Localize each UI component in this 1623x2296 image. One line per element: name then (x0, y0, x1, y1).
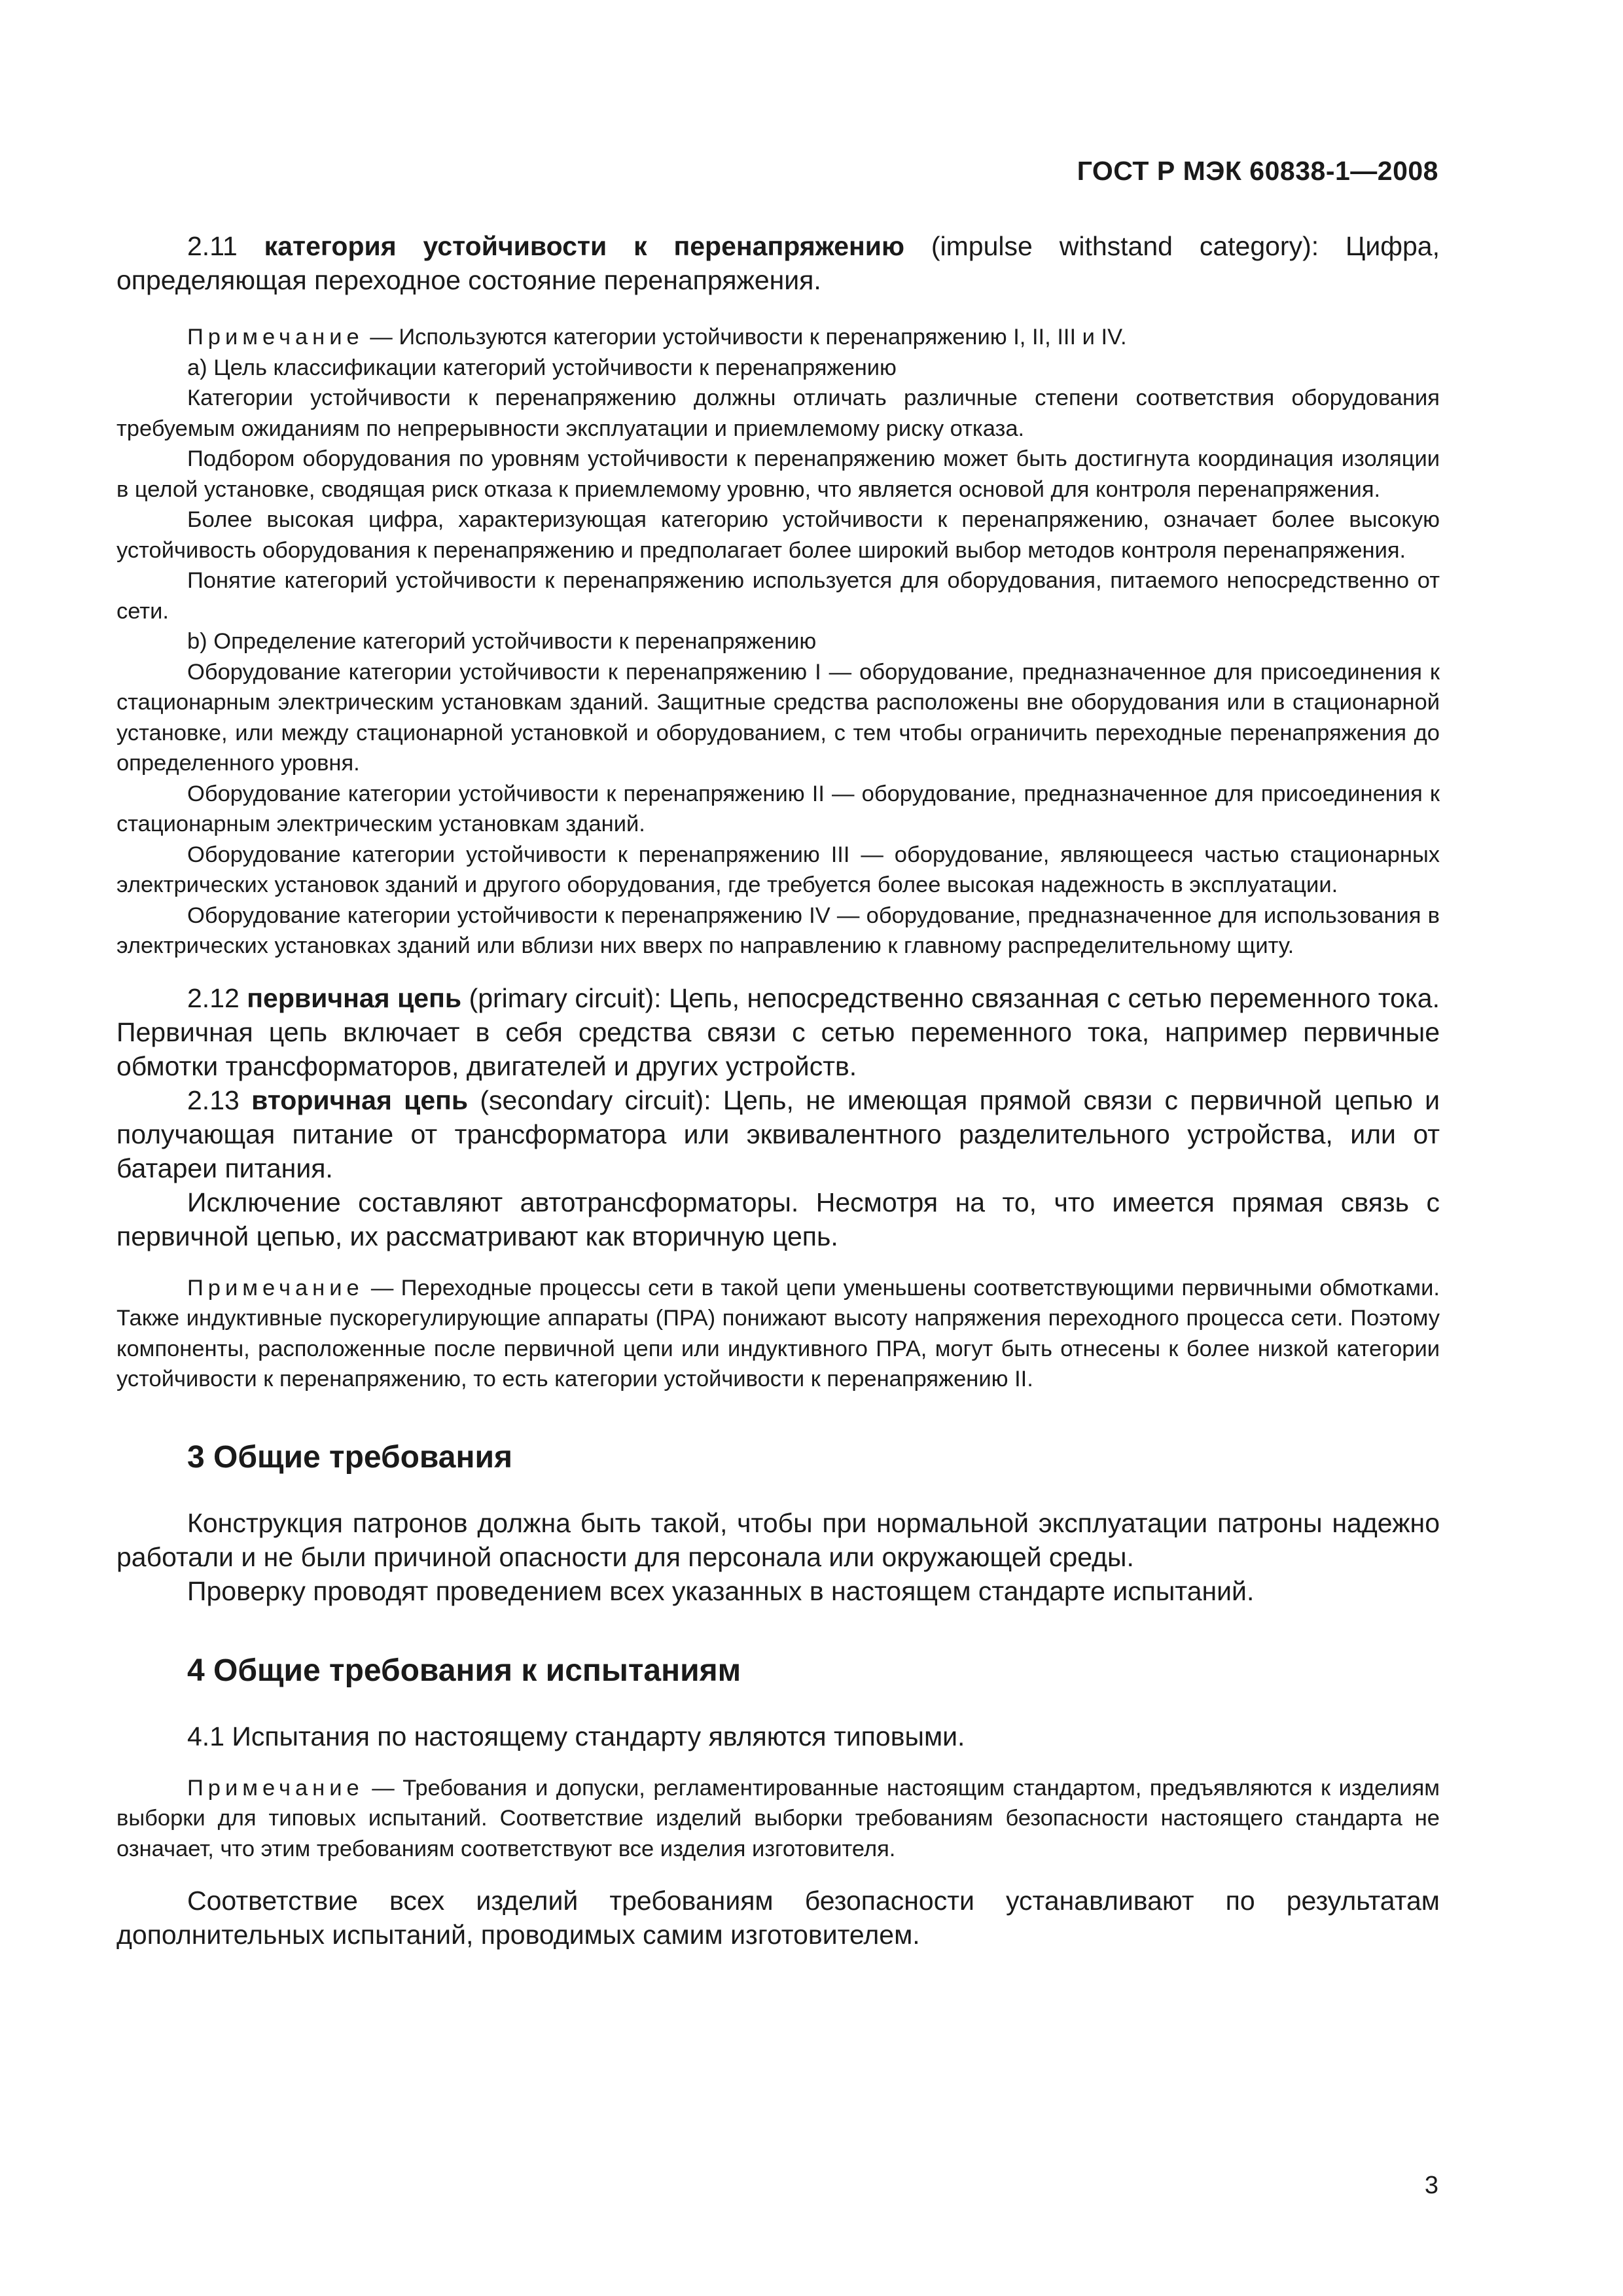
note-label: Примечание (187, 1275, 364, 1300)
clause-number: 2.13 (187, 1085, 252, 1115)
note-1-paragraph: Категории устойчивости к перенапряжению должны отличать различные степени соответствия оборудования требуемым ожиданиям по непрерывности эксплуатации и приемлемому риску отказа. (116, 386, 1440, 441)
term-impulse-withstand-category: категория устойчивости к перенапряжению (264, 231, 904, 261)
section-4-heading: 4 Общие требования к испытаниям (187, 1653, 741, 1688)
section-3-paragraph: Конструкция патронов должна быть такой, чтобы при нормальной эксплуатации патроны надежно работали и не были причиной опасности для персонала или окружающей среды. (116, 1507, 1440, 1572)
note-1-paragraph: Подбором оборудования по уровням устойчивости к перенапряжению может быть достигнута координация изоляции в целой установке, сводящая риск отказа к приемлемому уровню, что является основой для контроля перенапряжения. (116, 446, 1440, 502)
section-3-paragraph: Проверку проводят проведением всех указанных в настоящем стандарте испытаний. (187, 1575, 1255, 1606)
clause-2-12 (116, 981, 1440, 1083)
note-2 (116, 1273, 1440, 1395)
clause-definition: (primary circuit): Цепь, непосредственно связанная с сетью переменного тока. Первичная цепь включает в себя средства связи с сетью переменного тока, например первичные обмотки трансформаторов, двигателей и других устройств. (116, 982, 1440, 1081)
note-block-1 (116, 322, 1440, 961)
term-primary-circuit: первичная цепь (247, 982, 462, 1013)
section-3-heading: 3 Общие требования (187, 1439, 512, 1475)
clause-2-13-exception: Исключение составляют автотрансформаторы. Несмотря на то, что имеется прямая связь с первичной цепью, их рассматривают как вторичную цепь. (116, 1187, 1440, 1251)
page-content (116, 229, 1440, 1952)
clause-definition: (impulse withstand category): Цифра, определяющая переходное состояние перенапряжения. (116, 231, 1440, 295)
note-1-paragraph: Оборудование категории устойчивости к перенапряжению III — оборудование, являющееся частью стационарных электрических установок зданий и другого оборудования, где требуется более высокая надежность в эксплуатации. (116, 842, 1440, 897)
clause-number: 2.11 (187, 231, 264, 261)
note-1 (116, 322, 1440, 353)
note-text: — Переходные процессы сети в такой цепи уменьшены соответствующими первичными обмотками. Также индуктивные пускорегулирующие аппараты (ПРА) понижают высоту напряжения переходного процесса сети. Поэтому компоненты, расположенные после первичной цепи или индуктивного ПРА, могут быть отнесены к более низкой категории устойчивости к перенапряжению, то есть категории устойчивости к перенапряжению II. (116, 1275, 1440, 1391)
note-1-paragraph: Оборудование категории устойчивости к перенапряжению I — оборудование, предназначенное для присоединения к стационарным электрическим установкам зданий. Защитные средства расположены вне оборудования или в стационарной установке, или между стационарной установкой и оборудованием, с тем чтобы ограничить переходные перенапряжения до определенного уровня. (116, 659, 1440, 776)
note-label: Примечание (187, 325, 364, 350)
clause-2-13 (116, 1083, 1440, 1185)
section-4-paragraph: Соответствие всех изделий требованиям безопасности устанавливают по результатам дополнительных испытаний, проводимых самим изготовителем. (116, 1886, 1440, 1950)
note-1-paragraph: Понятие категорий устойчивости к перенапряжению используется для оборудования, питаемого непосредственно от сети. (116, 568, 1440, 624)
clause-number: 2.12 (187, 982, 247, 1013)
term-secondary-circuit: вторичная цепь (251, 1085, 469, 1115)
note-1-paragraph: Оборудование категории устойчивости к перенапряжению II — оборудование, предназначенное для присоединения к стационарным электрическим установкам зданий. (116, 781, 1440, 836)
note-label: Примечание (187, 1775, 364, 1801)
note-1-item-b: b) Определение категорий устойчивости к перенапряжению (187, 629, 817, 654)
standard-code-header: ГОСТ Р МЭК 60838-1—2008 (1077, 156, 1438, 186)
note-1-paragraph: Более высокая цифра, характеризующая категорию устойчивости к перенапряжению, означает более высокую устойчивость оборудования к перенапряжению и предполагает более широкий выбор методов контроля перенапряжения. (116, 507, 1440, 563)
clause-2-11 (116, 229, 1440, 297)
note-text: — Используются категории устойчивости к перенапряжению I, II, III и IV. (363, 325, 1127, 350)
note-text: — Требования и допуски, регламентированные настоящим стандартом, предъявляются к изделиям выборки для типовых испытаний. Соответствие изделий выборки требованиям безопасности настоящего стандарта не означает, что этим требованиям соответствуют все изделия изготовителя. (116, 1775, 1440, 1861)
clause-definition: (secondary circuit): Цепь, не имеющая прямой связи с первичной цепью и получающая питание от трансформатора или эквивалентного разделительного устройства, или от батареи питания. (116, 1085, 1440, 1183)
clause-4-1: 4.1 Испытания по настоящему стандарту являются типовыми. (187, 1721, 965, 1751)
page-number: 3 (1424, 2172, 1438, 2199)
note-1-paragraph: Оборудование категории устойчивости к перенапряжению IV — оборудование, предназначенное для использования в электрических установках зданий или вблизи них вверх по направлению к главному распределительному щиту. (116, 903, 1440, 958)
note-3 (116, 1773, 1440, 1865)
note-1-item-a: a) Цель классификации категорий устойчивости к перенапряжению (187, 355, 897, 380)
